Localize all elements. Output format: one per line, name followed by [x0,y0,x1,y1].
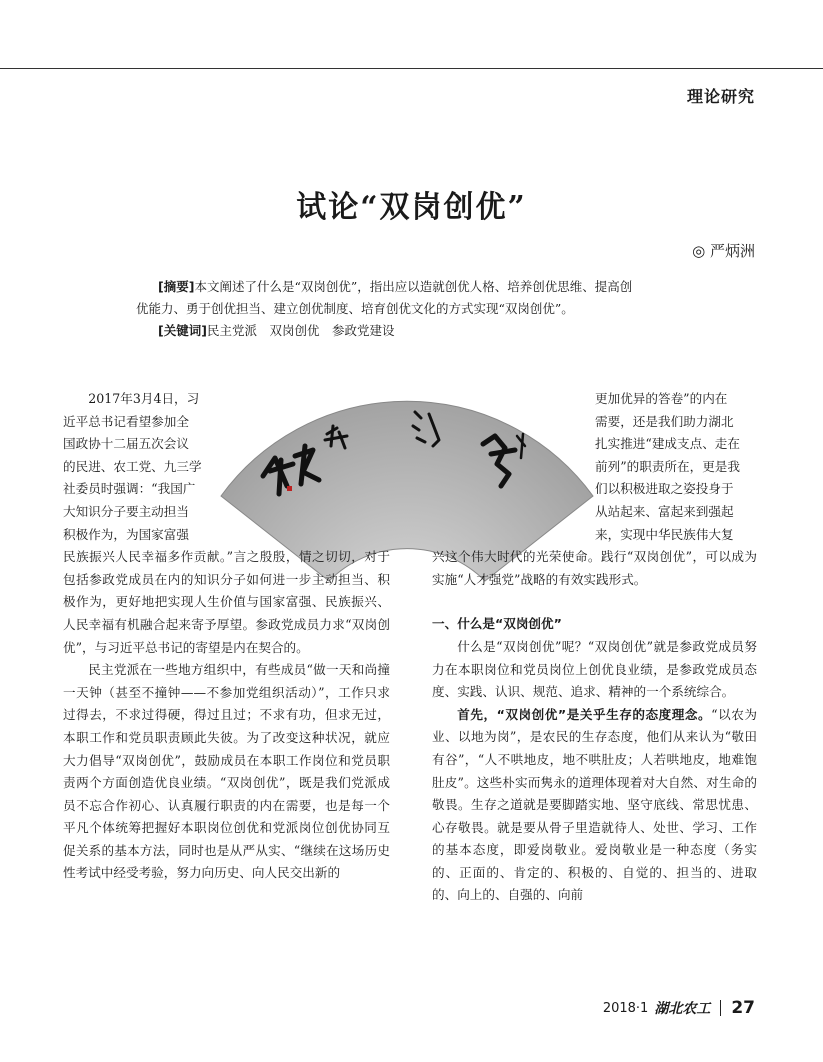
text-line: 从站起来、富起来到强起 [595,503,734,519]
text-line: 大知识分子要主动担当 [63,503,189,519]
abstract-text-1: 本文阐述了什么是“双岗创优”，指出应以造就创优人格、培养创优思维、提高创 [194,279,633,294]
issue-number: 2018·1 [602,1000,649,1016]
header-rule [0,68,823,69]
right-wrapped-lines [595,388,757,546]
section-label: 理论研究 [686,87,755,106]
footer-divider [720,1000,721,1016]
page-footer [603,998,755,1018]
left-paragraph-2: 民主党派在一些地方组织中，有些成员“做一天和尚撞一天钟（甚至不撞钟——不参加党组织活动）”，工作只求过得去，不求过得硬，得过且过；不求有功，但求无过，本职工作和党员职责顾此失彼。为了改变这种状况，就应大力倡导“双岗创优”，鼓励成员在本职工作岗位和党员职责两个方面创造优良业绩。“双岗创优”，既是我们党派成员不忘合作初心、认真履行职责的内在需要，也是每一个平凡个体统筹把握好本职岗位创优和党派岗位创优协同互促关系的基本方法，同时也是从严从实、“继续在这场历史性考试中经受考验，努力向历史、向人民交出新的 [63,662,390,881]
section-heading-1: 一、什么是“双岗创优” [432,616,562,632]
keywords-text: 民主党派 双岗创优 参政党建设 [206,323,395,338]
text-line: 近平总书记看望参加全 [63,413,189,429]
paragraph-lead: 首先，“双岗创优”是关乎生存的态度理念。 [457,706,712,722]
text-line: 社委员时强调：“我国广 [63,481,196,497]
right-paragraph-2: 什么是“双岗创优”呢？“双岗创优”就是参政党成员努力在本职岗位和党员岗位上创优良业绩，是参政党成员态度、实践、认识、规范、追求、精神的一个系统综合。 [432,638,757,700]
text-line: 积极作为，为国家富强 [63,526,189,542]
abstract-block [136,276,696,342]
text-line: 2017年3月4日，习 [88,391,200,406]
text-line: 来，实现中华民族伟大复 [595,526,734,542]
text-line: 国政协十二届五次会议 [63,436,189,452]
article-title: 试论“双岗创优” [296,190,527,225]
abstract-label: [摘要] [158,279,195,294]
left-wrapped-lines [63,388,213,546]
journal-name: 湖北农工 [654,1001,711,1017]
right-column [432,388,757,907]
text-line: 扎实推进“建成支点、走在 [595,436,740,452]
article-author: ◎ 严炳洲 [692,242,755,260]
right-paragraph-3 [432,704,757,907]
left-paragraph-1: 民族振兴人民幸福多作贡献。”言之殷殷，情之切切，对于包括参政党成员在内的知识分子如何进一步主动担当、积极作为，更好地把实现人生价值与国家富强、民族振兴、人民幸福有机融合起来寄予厚望。参政党成员力求“双岗创优”，与习近平总书记的寄望是内在契合的。 [63,549,390,655]
text-line: 需要，还是我们助力湖北 [595,413,734,429]
text-line: 更加优异的答卷”的内在 [595,391,728,406]
abstract-text-2: 优能力、勇于创优担当、建立创优制度、培育创优文化的方式实现“双岗创优”。 [136,301,574,316]
paragraph-body: “以农为业、以地为岗”，是农民的生存态度，他们从来认为“敬田有谷”，“人不哄地皮，地不哄肚皮；人若哄地皮，地难饱肚皮”。这些朴实而隽永的道理体现着对大自然、对生命的敬畏。生存之道就是要脚踏实地、坚守底线、常思忧患、心存敬畏。就是要从骨子里造就待人、处世、学习、工作的基本态度，即爱岗敬业。爱岗敬业是一种态度（务实的、正面的、肯定的、积极的、自觉的、担当的、进取的、向上的、自强的、向前 [432,706,757,903]
keywords-label: [关键词] [158,323,207,338]
text-line: 的民进、农工党、九三学 [63,458,202,474]
left-column [63,388,390,885]
text-line: 们以积极进取之姿投身于 [595,481,734,497]
right-paragraph-1: 兴这个伟大时代的光荣使命。践行“双岗创优”，可以成为实施“人才强党”战略的有效实践形式。 [432,549,757,587]
page-number: 27 [731,998,755,1018]
text-line: 前列”的职责所在，更是我 [595,458,740,474]
